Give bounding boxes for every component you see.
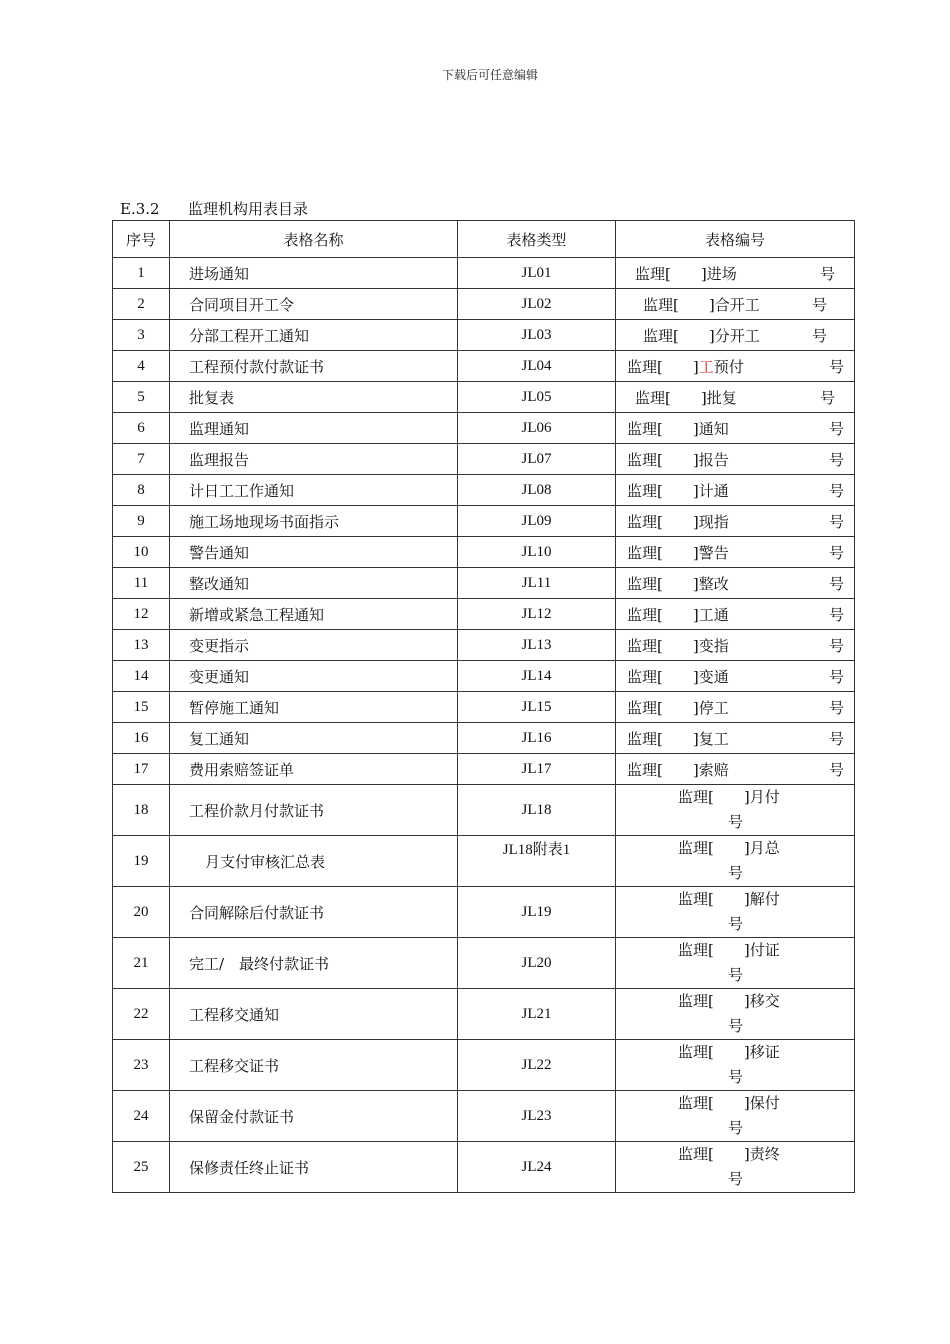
table-row <box>113 568 855 599</box>
row-form-name: 监理通知 <box>170 413 458 444</box>
table-row <box>113 506 855 537</box>
row-form-type: JL19 <box>458 887 616 938</box>
row-form-name: 保修责任终止证书 <box>170 1142 458 1193</box>
row-index: 6 <box>113 413 170 444</box>
code-suffix: 号 <box>728 1170 744 1188</box>
code-suffix: 号 <box>828 543 844 562</box>
row-form-code <box>616 413 855 444</box>
row-form-name: 变更指示 <box>170 630 458 661</box>
code-prefix: 监理[ ]停工 <box>627 698 729 717</box>
table-row <box>113 630 855 661</box>
row-form-type: JL11 <box>458 568 616 599</box>
code-prefix: 监理[ ]报告 <box>627 450 729 469</box>
row-index: 23 <box>113 1040 170 1091</box>
row-form-code <box>616 289 855 320</box>
row-form-name: 监理报告 <box>170 444 458 475</box>
code-prefix: 监理[ ]变指 <box>627 636 729 655</box>
row-index: 18 <box>113 785 170 836</box>
row-index: 9 <box>113 506 170 537</box>
row-form-type: JL22 <box>458 1040 616 1091</box>
row-form-type: JL18附表1 <box>458 836 616 887</box>
section-number: E.3.2 <box>120 200 160 218</box>
row-form-code <box>616 506 855 537</box>
row-form-name: 工程移交通知 <box>170 989 458 1040</box>
page-header-note: 下载后可任意编辑 <box>441 68 538 82</box>
row-form-name: 工程预付款付款证书 <box>170 351 458 382</box>
row-form-code <box>616 475 855 506</box>
code-prefix: 监理[ ]索赔 <box>627 760 729 779</box>
row-form-type: JL12 <box>458 599 616 630</box>
code-suffix: 号 <box>828 357 844 376</box>
code-suffix: 号 <box>728 1119 744 1137</box>
row-form-code <box>616 938 855 989</box>
row-form-code <box>616 754 855 785</box>
row-form-name: 暂停施工通知 <box>170 692 458 723</box>
code-prefix: 监理[ ]移交 <box>678 992 780 1010</box>
row-form-name: 工程移交证书 <box>170 1040 458 1091</box>
table-row <box>113 289 855 320</box>
section-title <box>120 198 308 219</box>
table-row <box>113 785 855 836</box>
table-row <box>113 692 855 723</box>
table-row <box>113 258 855 289</box>
row-form-name: 完工/ 最终付款证书 <box>170 938 458 989</box>
code-prefix: 监理[ ]月总 <box>678 839 780 857</box>
row-index: 3 <box>113 320 170 351</box>
row-index: 1 <box>113 258 170 289</box>
row-index: 16 <box>113 723 170 754</box>
row-index: 15 <box>113 692 170 723</box>
code-suffix: 号 <box>828 481 844 500</box>
row-form-code <box>616 320 855 351</box>
row-index: 17 <box>113 754 170 785</box>
code-prefix: 监理[ ]变通 <box>627 667 729 686</box>
row-form-type: JL24 <box>458 1142 616 1193</box>
row-form-type: JL05 <box>458 382 616 413</box>
row-form-name: 保留金付款证书 <box>170 1091 458 1142</box>
table-row <box>113 351 855 382</box>
row-form-type: JL01 <box>458 258 616 289</box>
row-form-type: JL20 <box>458 938 616 989</box>
row-index: 8 <box>113 475 170 506</box>
row-form-type: JL09 <box>458 506 616 537</box>
code-suffix: 号 <box>828 605 844 624</box>
code-prefix: 监理[ ]现指 <box>627 512 729 531</box>
code-highlight: 工 <box>698 357 714 376</box>
header-form-code: 表格编号 <box>616 221 855 258</box>
table-row <box>113 1091 855 1142</box>
code-prefix: 监理[ ]月付 <box>678 788 780 806</box>
row-form-name: 月支付审核汇总表 <box>170 836 458 887</box>
row-form-name: 新增或紧急工程通知 <box>170 599 458 630</box>
code-suffix: 号 <box>728 966 744 984</box>
row-form-code <box>616 989 855 1040</box>
table-row <box>113 1040 855 1091</box>
table-row <box>113 475 855 506</box>
row-index: 12 <box>113 599 170 630</box>
code-suffix: 号 <box>828 450 844 469</box>
code-prefix: 监理[ ]通知 <box>627 419 729 438</box>
code-suffix: 号 <box>819 264 835 283</box>
row-form-type: JL10 <box>458 537 616 568</box>
row-form-code <box>616 836 855 887</box>
code-prefix: 监理[ ]计通 <box>627 481 729 500</box>
table-row <box>113 320 855 351</box>
code-prefix: 监理[ ]移证 <box>678 1043 780 1061</box>
row-form-type: JL03 <box>458 320 616 351</box>
row-form-type: JL13 <box>458 630 616 661</box>
row-index: 5 <box>113 382 170 413</box>
row-form-code <box>616 785 855 836</box>
table-row <box>113 754 855 785</box>
row-form-code <box>616 599 855 630</box>
row-index: 14 <box>113 661 170 692</box>
row-form-code <box>616 1142 855 1193</box>
code-suffix: 号 <box>811 295 827 314</box>
row-form-name: 费用索赔签证单 <box>170 754 458 785</box>
row-form-code <box>616 630 855 661</box>
table-row <box>113 723 855 754</box>
table-row <box>113 989 855 1040</box>
row-form-code <box>616 887 855 938</box>
row-form-code <box>616 568 855 599</box>
section-title-text: 监理机构用表目录 <box>188 200 309 218</box>
table-row <box>113 938 855 989</box>
code-suffix: 号 <box>728 1017 744 1035</box>
row-form-name: 复工通知 <box>170 723 458 754</box>
code-prefix: 监理[ ]分开工 <box>643 326 760 345</box>
row-form-type: JL21 <box>458 989 616 1040</box>
code-prefix: 监理[ ]复工 <box>627 729 729 748</box>
row-form-code <box>616 537 855 568</box>
code-suffix: 号 <box>728 813 744 831</box>
row-form-code <box>616 723 855 754</box>
row-index: 20 <box>113 887 170 938</box>
row-form-name: 工程价款月付款证书 <box>170 785 458 836</box>
code-suffix: 号 <box>828 419 844 438</box>
row-form-type: JL07 <box>458 444 616 475</box>
row-form-code <box>616 382 855 413</box>
row-form-code <box>616 661 855 692</box>
row-form-name: 合同项目开工令 <box>170 289 458 320</box>
row-form-name: 分部工程开工通知 <box>170 320 458 351</box>
row-index: 7 <box>113 444 170 475</box>
row-form-name: 合同解除后付款证书 <box>170 887 458 938</box>
code-prefix: 监理[ ]整改 <box>627 574 729 593</box>
row-index: 22 <box>113 989 170 1040</box>
table-row <box>113 1142 855 1193</box>
code-prefix: 监理[ ]付证 <box>678 941 780 959</box>
table-row <box>113 537 855 568</box>
code-suffix: 号 <box>728 864 744 882</box>
code-prefix: 监理[ ]保付 <box>678 1094 780 1112</box>
row-form-name: 变更通知 <box>170 661 458 692</box>
code-suffix: 号 <box>828 512 844 531</box>
row-index: 11 <box>113 568 170 599</box>
row-index: 24 <box>113 1091 170 1142</box>
row-index: 25 <box>113 1142 170 1193</box>
row-index: 10 <box>113 537 170 568</box>
row-form-type: JL17 <box>458 754 616 785</box>
row-form-name: 警告通知 <box>170 537 458 568</box>
header-form-name: 表格名称 <box>170 221 458 258</box>
row-form-type: JL16 <box>458 723 616 754</box>
row-form-name: 进场通知 <box>170 258 458 289</box>
row-form-type: JL18 <box>458 785 616 836</box>
code-prefix: 监理[ ]工通 <box>627 605 729 624</box>
code-suffix: 号 <box>811 326 827 345</box>
table-row <box>113 444 855 475</box>
code-suffix: 号 <box>828 636 844 655</box>
row-form-name: 批复表 <box>170 382 458 413</box>
row-form-type: JL15 <box>458 692 616 723</box>
row-index: 21 <box>113 938 170 989</box>
table-row <box>113 413 855 444</box>
code-prefix: 监理[ ]警告 <box>627 543 729 562</box>
code-suffix: 号 <box>828 667 844 686</box>
code-suffix: 号 <box>828 574 844 593</box>
table-row <box>113 382 855 413</box>
code-suffix: 号 <box>728 1068 744 1086</box>
row-form-type: JL02 <box>458 289 616 320</box>
table-row <box>113 887 855 938</box>
row-form-code <box>616 258 855 289</box>
row-form-type: JL04 <box>458 351 616 382</box>
table-row <box>113 661 855 692</box>
header-index: 序号 <box>113 221 170 258</box>
form-catalog-table <box>112 220 855 1193</box>
code-prefix: 监理[ ]解付 <box>678 890 780 908</box>
code-suffix: 号 <box>728 915 744 933</box>
row-form-code <box>616 1091 855 1142</box>
code-prefix: 监理[ ]合开工 <box>643 295 760 314</box>
row-form-type: JL14 <box>458 661 616 692</box>
code-prefix-tail: 预付 <box>713 357 744 376</box>
code-suffix: 号 <box>819 388 835 407</box>
row-form-type: JL23 <box>458 1091 616 1142</box>
row-form-name: 计日工工作通知 <box>170 475 458 506</box>
row-form-type: JL06 <box>458 413 616 444</box>
code-prefix: 监理[ ]批复 <box>635 388 737 407</box>
row-index: 19 <box>113 836 170 887</box>
row-index: 4 <box>113 351 170 382</box>
header-form-type: 表格类型 <box>458 221 616 258</box>
row-index: 13 <box>113 630 170 661</box>
code-suffix: 号 <box>828 698 844 717</box>
row-form-code <box>616 351 855 382</box>
row-index: 2 <box>113 289 170 320</box>
row-form-code <box>616 444 855 475</box>
row-form-type: JL08 <box>458 475 616 506</box>
code-suffix: 号 <box>828 760 844 779</box>
table-row <box>113 599 855 630</box>
table-row <box>113 836 855 887</box>
row-form-name: 整改通知 <box>170 568 458 599</box>
row-form-name: 施工场地现场书面指示 <box>170 506 458 537</box>
code-prefix: 监理[ ] <box>627 357 699 376</box>
code-prefix: 监理[ ]进场 <box>635 264 737 283</box>
table-header-row <box>113 221 855 258</box>
row-form-code <box>616 692 855 723</box>
code-suffix: 号 <box>828 729 844 748</box>
row-form-code <box>616 1040 855 1091</box>
code-prefix: 监理[ ]责终 <box>678 1145 780 1163</box>
